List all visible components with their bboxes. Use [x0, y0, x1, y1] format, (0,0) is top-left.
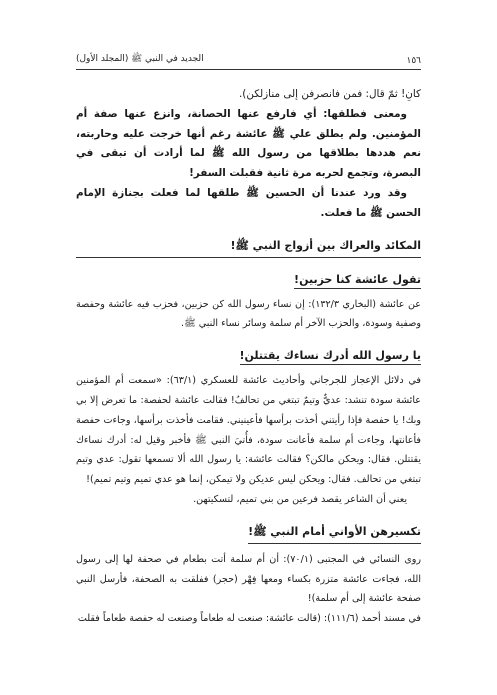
- sub-heading-3: [76, 520, 421, 544]
- sub-heading-1-text: تقول عائشة كنا حزبين!: [294, 273, 421, 289]
- intro-paragraph-2: وقد ورد عندنا أن الحسين ﷺ طلقها لما فعلت بجنازة الإمام الحسن ﷺ ما فعلت.: [76, 186, 421, 219]
- section3-paragraph-1: روى النسائي في المجتبى (٧٠/١): أن أم سلمة أتت بطعام في صحفة لها إلى رسول الله، فجاءت عائشة متزرة بكساء ومعها فِهْر (حجر) ففلقت به الصحفة، فأرسل النبي صفحة عائشة إلى أم سلمة)!: [76, 553, 421, 605]
- section2-paragraph-1: في دلائل الإعجاز للجرجاني وأحاديث عائشة للعسكري (٦٣/١): «سمعت أم المؤمنين عائشة سودة تنشد: عديٌّ وتيمٌ تبتغي من تحالفُ! فقالت عائشة لحفصة: ما تعرض إلا بي وبك! يا حفصة فإذا رأيتني أخذت برأسها فأعينيني. فقامت فأخذت برأسها، وجاءت حفصة فأعانتها، وجاءت أم سلمة فأعانت سودة، فأُتيَ النبي ﷺ فأخبر وقيل له: أدرك نساءك يقتتلن. فقال: ويحكن مالكن؟ فقالت عائشة: يا رسول الله ألا تسمعها تقول: عدي وتيم تبتغي من تحالف. فقال: ويحكن ليس عديكن ولا تيمكن، إنما هو عدي تميم وتيم تميم)!: [76, 375, 421, 486]
- sub-heading-2-text: يا رسول الله أدرك نساءك يقتتلن!: [240, 349, 421, 365]
- section3-paragraph-2: في مسند أحمد (١١١/٦): (قالت عائشة: صنعت له طعاماً وصنعت له حفصة طعاماً فقلت: [77, 613, 421, 625]
- running-title: الجديد في النبي ﷺ (المجلد الأول): [76, 54, 204, 64]
- section1-paragraph: عن عائشة (البخاري ١٣٢/٣): إن نساء رسول الله كن حزبين، فحزب فيه عائشة وحفصة وصفية وسودة، والحزب الآخر أم سلمة وسائر نساء النبي ﷺ.: [76, 298, 421, 330]
- sub-heading-3-text: تكسيرهن الأواني أمام النبي ﷺ!: [248, 525, 421, 544]
- section-heading-1-text: المكائد والعراك بين أزواج النبي ﷺ!: [230, 238, 421, 252]
- sub-heading-2: [76, 344, 421, 365]
- page-content: [76, 85, 421, 675]
- section2-paragraph-2: يعني أن الشاعر يقصد فرعين من بني تميم، لتسكيتهن.: [193, 493, 407, 505]
- intro-line: كانِ! ثمّ قال: فمن فانصرفن إلى منازلكن).: [238, 88, 421, 100]
- section-heading-1: [76, 237, 421, 258]
- header-rule: [76, 69, 421, 70]
- sub-heading-1: [76, 268, 421, 289]
- page-header: [76, 50, 421, 66]
- page-number: ١٥٦: [406, 56, 421, 66]
- section-heading-block: [76, 237, 421, 258]
- intro-paragraph-1: ومعنى فطلقها: أي فارفع عنها الحصانة، وانزع عنها صفة أم المؤمنين. ولم يطلق علي ﷺ عائشة رغم أنها خرجت عليه وحاربته، نعم هددها بطلاقها من رسول الله ﷺ لما أرادت أن تبقى في البصرة، وتجمع لحربه مرة ثانية فقبلت السفر!: [76, 107, 421, 180]
